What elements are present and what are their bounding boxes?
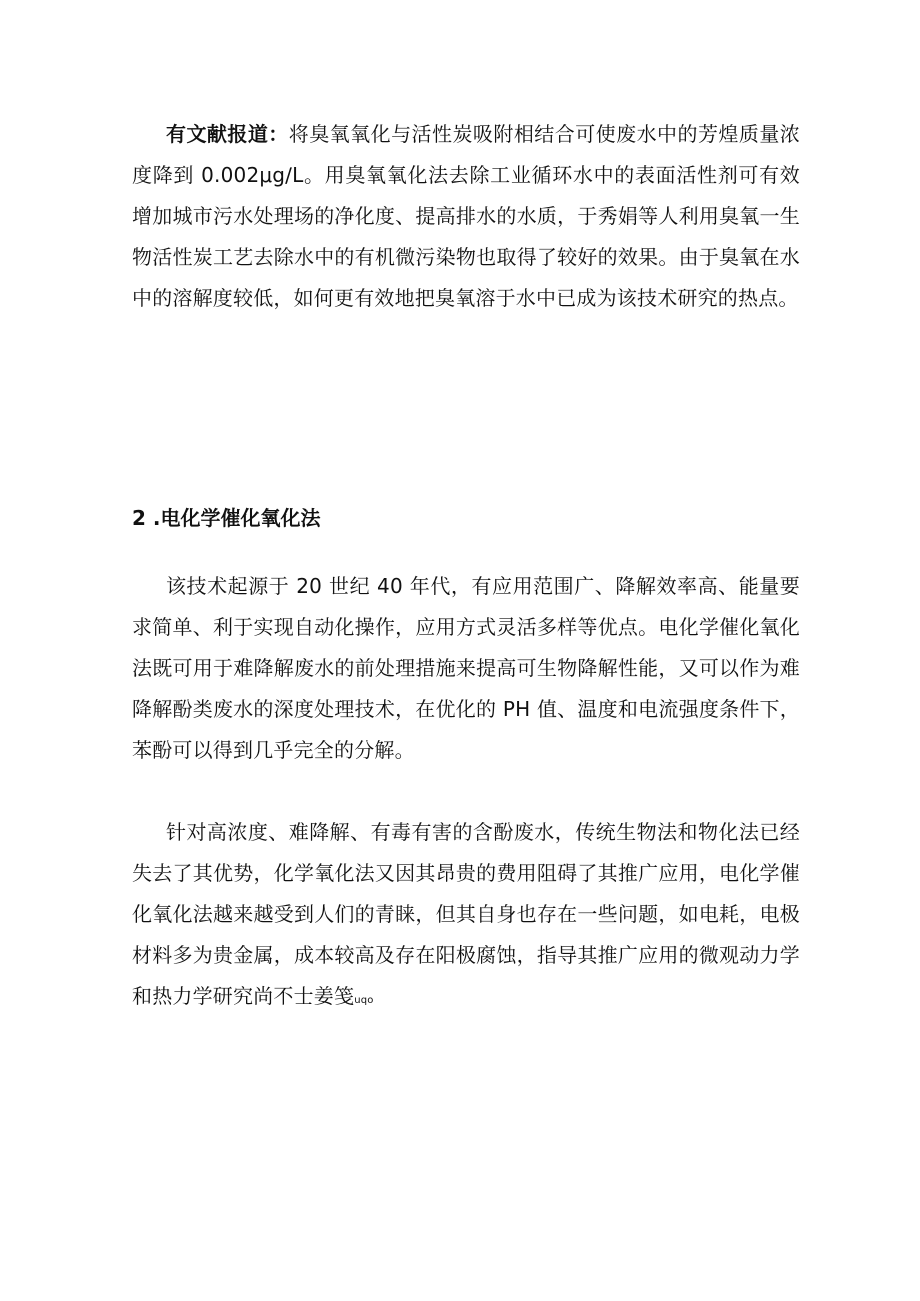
paragraph-lead: 有文献报道： [166,122,289,146]
paragraph-text: 针对高浓度、难降解、有毒有害的含酚废水，传统生物法和物化法已经失去了其优势，化学氧化法又因其昂贵的费用阻碍了其推广应用，电化学催化氧化法越来越受到人们的青睐，但其自身也存在一些问题，如电耗，电极材料多为贵金属，成本较高及存在阳极腐蚀，指导其推广应用的微观动力学和热力学研究尚不士姜笺 [132,820,800,1008]
paragraph-ozone-report [132,114,800,319]
footnote-mark: uqo [354,995,374,1006]
section-heading: 2 .电化学催化氧化法 [132,506,321,530]
paragraph-text: 该技术起源于 20 世纪 40 年代，有应用范围广、降解效率高、能量要求简单、利于实现自动化操作，应用方式灵活多样等优点。电化学催化氧化法既可用于难降解废水的前处理措施来提高可生物降解性能，又可以作为难降解酚类废水的深度处理技术，在优化的 PH 值、温度和电流强度条件下，苯酚可以得到几乎完全的分解。 [132,574,800,762]
paragraph-electrochemical-advantages [132,812,800,1021]
paragraph-electrochemical-origin [132,566,800,771]
paragraph-text: 将臭氧氧化与活性炭吸附相结合可使废水中的芳煌质量浓度降到 0.002μg∕L。用臭氧氧化法去除工业循环水中的表面活性剂可有效增加城市污水处理场的净化度、提高排水的水质，于秀娟等人利用臭氧一生物活性炭工艺去除水中的有机微污染物也取得了较好的效果。由于臭氧在水中的溶解度较低，如何更有效地把臭氧溶于水中已成为该技术研究的热点。 [132,122,801,310]
